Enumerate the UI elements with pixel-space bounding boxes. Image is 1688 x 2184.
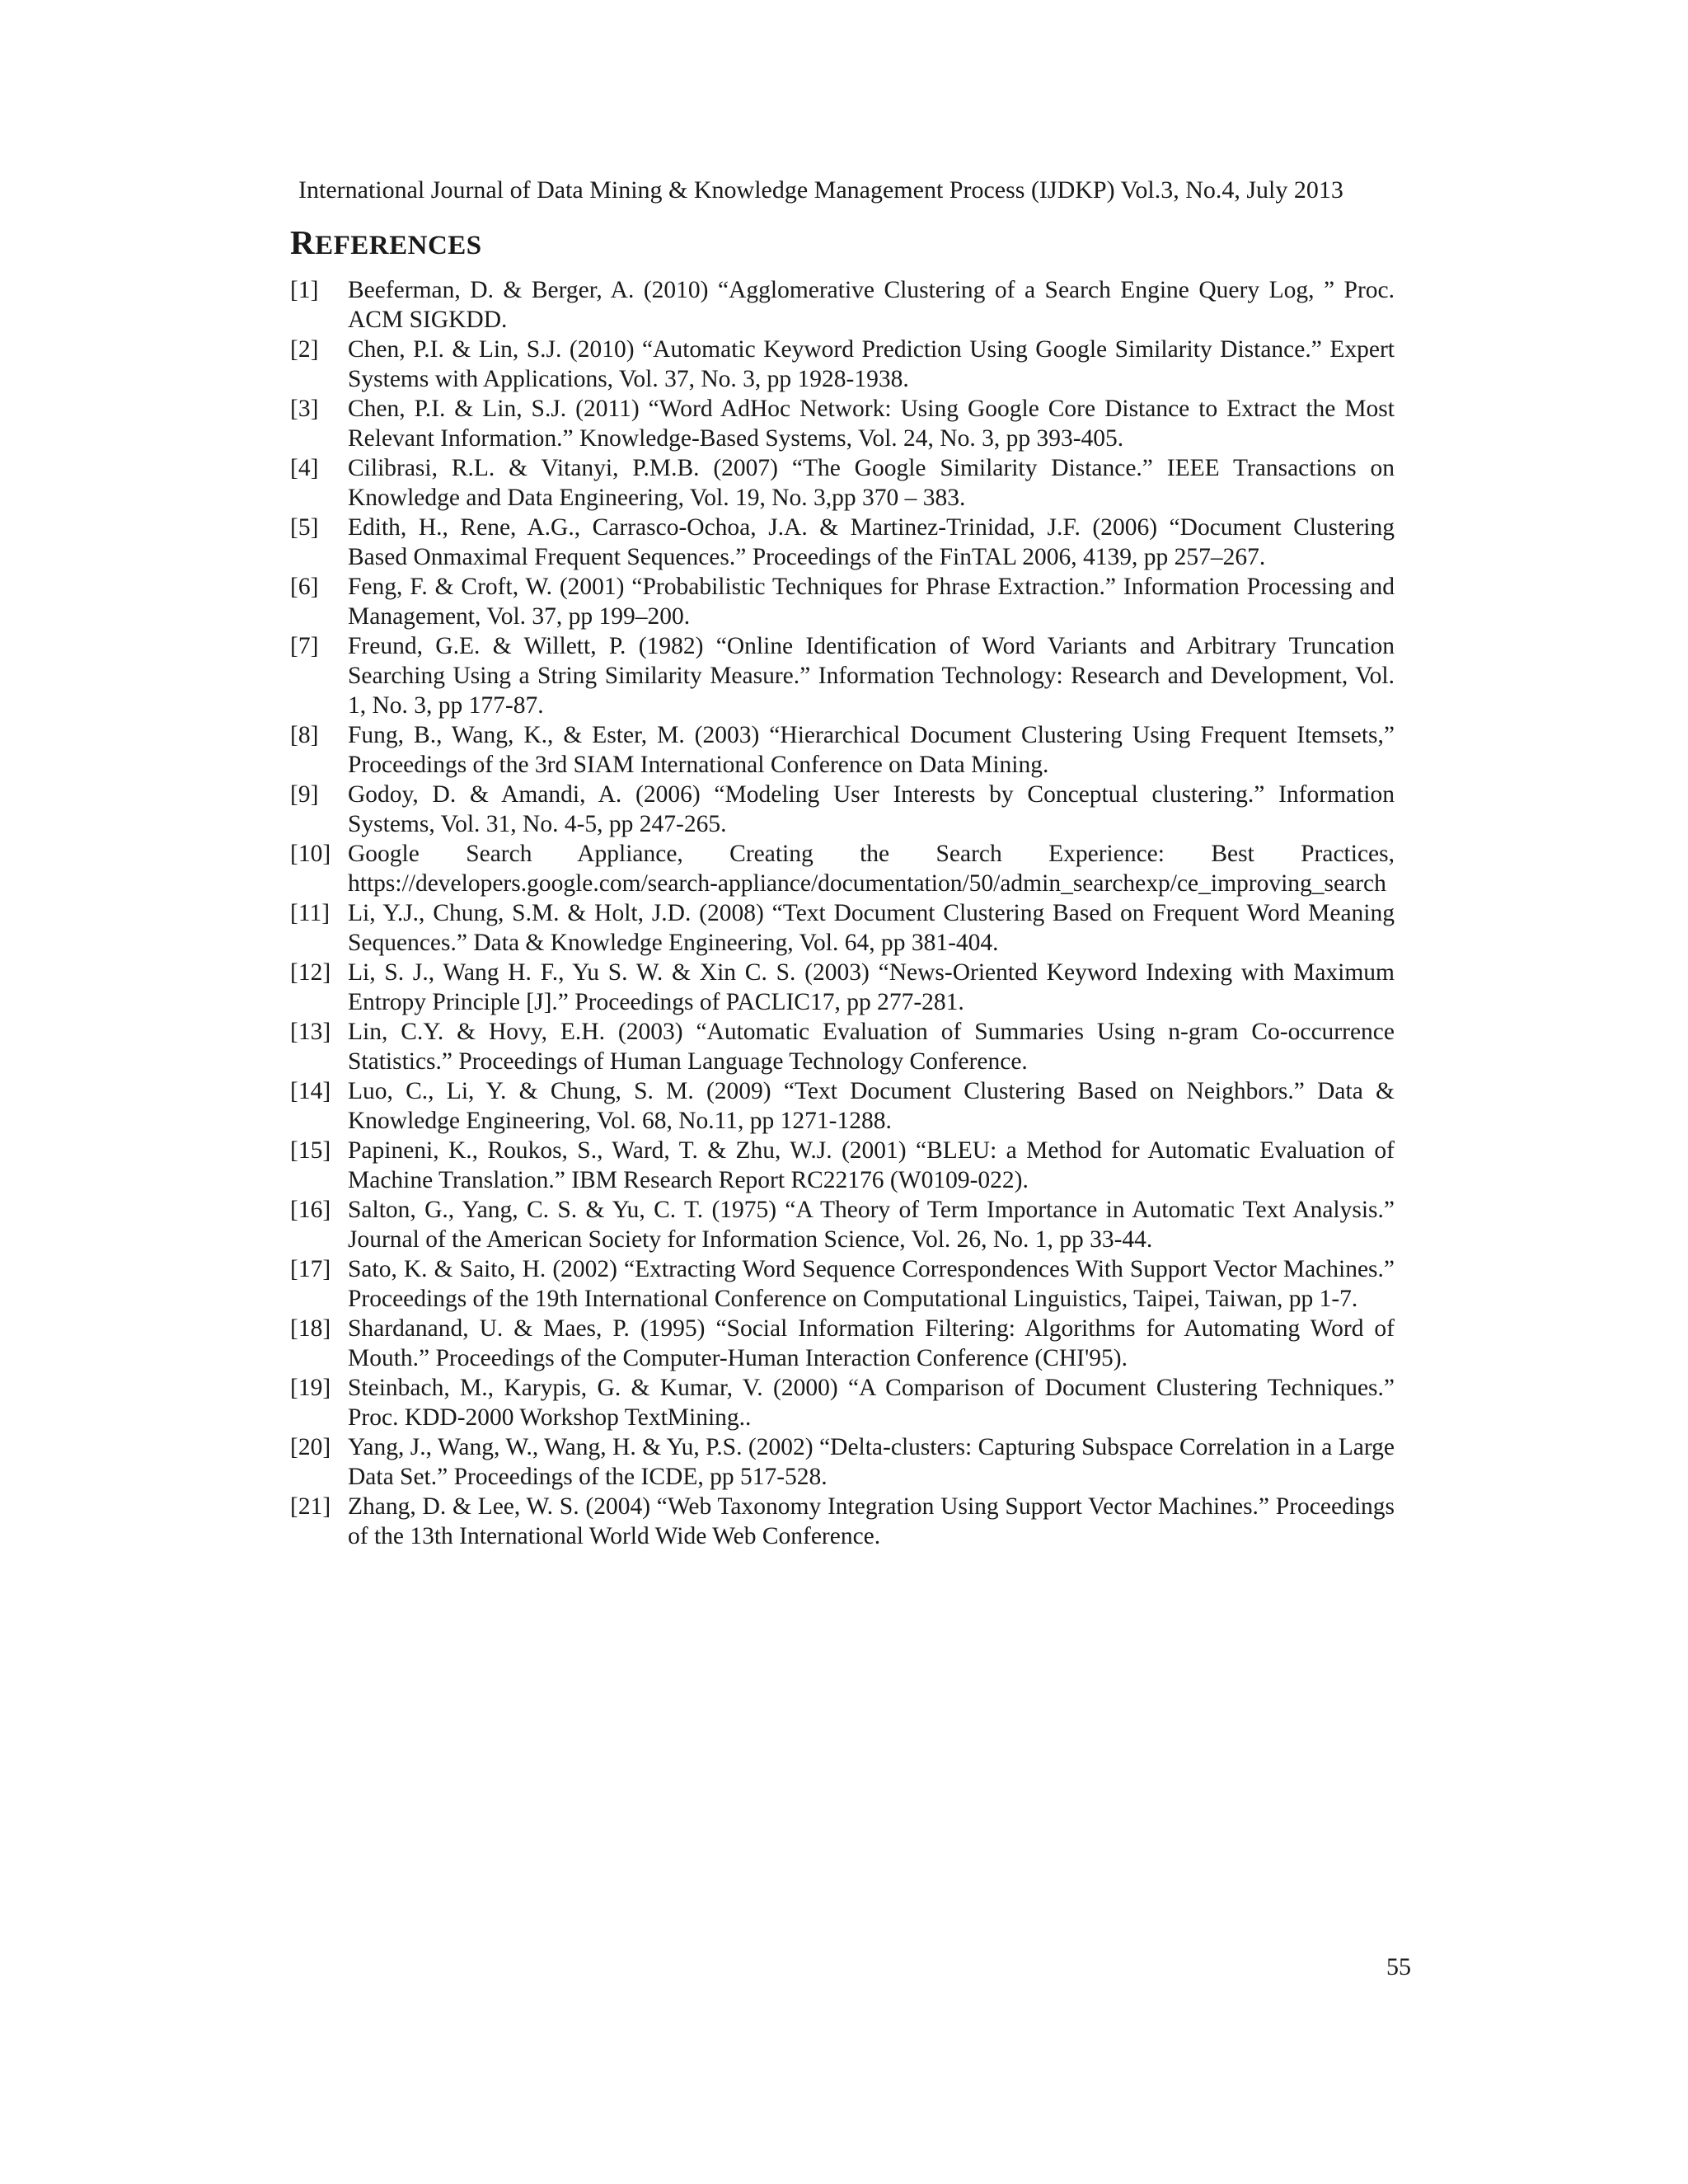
reference-item xyxy=(290,839,1395,898)
reference-text: Freund, G.E. & Willett, P. (1982) “Online Identification of Word Variants and Arbitrary Truncation Searching Using a String Similarity Measure.” Information Technology: Research and Development, Vol. 1, No. 3, pp 177-87. xyxy=(348,633,1395,719)
reference-number: [14] xyxy=(290,1078,331,1104)
reference-item xyxy=(290,453,1395,513)
reference-number: [13] xyxy=(290,1019,331,1045)
reference-list xyxy=(290,275,1395,1551)
reference-number: [5] xyxy=(290,514,319,541)
reference-item xyxy=(290,1314,1395,1373)
reference-item xyxy=(290,631,1395,720)
reference-text: Li, Y.J., Chung, S.M. & Holt, J.D. (2008) “Text Document Clustering Based on Frequent Word Meaning Sequences.” Data & Knowledge Engineering, Vol. 64, pp 381-404. xyxy=(348,900,1395,956)
reference-number: [8] xyxy=(290,722,319,748)
reference-item xyxy=(290,513,1395,572)
reference-item xyxy=(290,275,1395,335)
reference-number: [18] xyxy=(290,1315,331,1342)
reference-text: Lin, C.Y. & Hovy, E.H. (2003) “Automatic Evaluation of Summaries Using n-gram Co-occurrence Statistics.” Proceedings of Human Language Technology Conference. xyxy=(348,1019,1395,1075)
reference-item xyxy=(290,1195,1395,1254)
reference-item xyxy=(290,572,1395,631)
section-heading-references xyxy=(290,221,482,267)
reference-text: Zhang, D. & Lee, W. S. (2004) “Web Taxonomy Integration Using Support Vector Machines.” Proceedings of the 13th International World Wide Web Conference. xyxy=(348,1493,1395,1549)
reference-number: [17] xyxy=(290,1256,331,1282)
reference-number: [2] xyxy=(290,336,319,363)
reference-item xyxy=(290,720,1395,780)
reference-number: [3] xyxy=(290,396,319,422)
reference-text: Li, S. J., Wang H. F., Yu S. W. & Xin C. S. (2003) “News-Oriented Keyword Indexing with Maximum Entropy Principle [J].” Proceedings of PACLIC17, pp 277-281. xyxy=(348,959,1395,1015)
reference-item xyxy=(290,1432,1395,1492)
reference-item xyxy=(290,958,1395,1017)
reference-item xyxy=(290,335,1395,394)
reference-text: Google Search Appliance, Creating the Search Experience: Best Practices, https://developers.google.com/search-appliance/documentation/50/admin_searchexp/ce_improving_search xyxy=(348,841,1395,897)
heading-initial: R xyxy=(290,223,316,261)
reference-text: Sato, K. & Saito, H. (2002) “Extracting Word Sequence Correspondences With Support Vector Machines.” Proceedings of the 19th International Conference on Computational Linguistics, Taipei, Taiwan, pp 1-7. xyxy=(348,1256,1395,1312)
reference-text: Steinbach, M., Karypis, G. & Kumar, V. (2000) “A Comparison of Document Clustering Techniques.” Proc. KDD-2000 Workshop TextMining.. xyxy=(348,1375,1395,1431)
reference-number: [4] xyxy=(290,455,319,481)
reference-text: Yang, J., Wang, W., Wang, H. & Yu, P.S. (2002) “Delta-clusters: Capturing Subspace Correlation in a Large Data Set.” Proceedings of the ICDE, pp 517-528. xyxy=(348,1434,1395,1490)
reference-text: Luo, C., Li, Y. & Chung, S. M. (2009) “Text Document Clustering Based on Neighbors.” Data & Knowledge Engineering, Vol. 68, No.11, pp 1271-1288. xyxy=(348,1078,1395,1134)
reference-item xyxy=(290,1492,1395,1551)
reference-item xyxy=(290,1136,1395,1195)
reference-text: Salton, G., Yang, C. S. & Yu, C. T. (1975) “A Theory of Term Importance in Automatic Text Analysis.” Journal of the American Society for Information Science, Vol. 26, No. 1, pp 33-44. xyxy=(348,1197,1395,1253)
reference-item xyxy=(290,1017,1395,1076)
reference-item xyxy=(290,1373,1395,1432)
reference-number: [20] xyxy=(290,1434,331,1460)
reference-text: Edith, H., Rene, A.G., Carrasco-Ochoa, J.A. & Martinez-Trinidad, J.F. (2006) “Document Clustering Based Onmaximal Frequent Sequences.” Proceedings of the FinTAL 2006, 4139, pp 257–267. xyxy=(348,514,1395,570)
running-header: International Journal of Data Mining & Knowledge Management Process (IJDKP) Vol.3, No.4, July 2013 xyxy=(298,176,1343,204)
reference-text: Beeferman, D. & Berger, A. (2010) “Agglomerative Clustering of a Search Engine Query Log, ” Proc. ACM SIGKDD. xyxy=(348,277,1395,333)
reference-number: [10] xyxy=(290,841,331,867)
reference-item xyxy=(290,1254,1395,1314)
reference-item xyxy=(290,1076,1395,1136)
reference-text: Fung, B., Wang, K., & Ester, M. (2003) “Hierarchical Document Clustering Using Frequent Itemsets,” Proceedings of the 3rd SIAM International Conference on Data Mining. xyxy=(348,722,1395,778)
reference-number: [12] xyxy=(290,959,331,986)
reference-text: Chen, P.I. & Lin, S.J. (2011) “Word AdHoc Network: Using Google Core Distance to Extract the Most Relevant Information.” Knowledge-Based Systems, Vol. 24, No. 3, pp 393-405. xyxy=(348,396,1395,452)
reference-number: [19] xyxy=(290,1375,331,1401)
reference-text: Feng, F. & Croft, W. (2001) “Probabilistic Techniques for Phrase Extraction.” Information Processing and Management, Vol. 37, pp 199–200. xyxy=(348,574,1395,630)
reference-number: [16] xyxy=(290,1197,331,1223)
reference-number: [21] xyxy=(290,1493,331,1520)
reference-text: Cilibrasi, R.L. & Vitanyi, P.M.B. (2007) “The Google Similarity Distance.” IEEE Transactions on Knowledge and Data Engineering, Vol. 19, No. 3,pp 370 – 383. xyxy=(348,455,1395,511)
reference-item xyxy=(290,898,1395,958)
reference-text: Papineni, K., Roukos, S., Ward, T. & Zhu, W.J. (2001) “BLEU: a Method for Automatic Evaluation of Machine Translation.” IBM Research Report RC22176 (W0109-022). xyxy=(348,1137,1395,1193)
reference-number: [7] xyxy=(290,633,319,659)
reference-item xyxy=(290,780,1395,839)
reference-number: [11] xyxy=(290,900,331,926)
reference-number: [1] xyxy=(290,277,319,303)
reference-item xyxy=(290,394,1395,453)
reference-text: Godoy, D. & Amandi, A. (2006) “Modeling User Interests by Conceptual clustering.” Information Systems, Vol. 31, No. 4-5, pp 247-265. xyxy=(348,781,1395,837)
reference-number: [6] xyxy=(290,574,319,600)
reference-number: [15] xyxy=(290,1137,331,1164)
reference-text: Shardanand, U. & Maes, P. (1995) “Social Information Filtering: Algorithms for Automating Word of Mouth.” Proceedings of the Computer-Human Interaction Conference (CHI'95). xyxy=(348,1315,1395,1371)
reference-number: [9] xyxy=(290,781,319,808)
reference-text: Chen, P.I. & Lin, S.J. (2010) “Automatic Keyword Prediction Using Google Similarity Distance.” Expert Systems with Applications, Vol. 37, No. 3, pp 1928-1938. xyxy=(348,336,1395,392)
heading-rest: EFERENCES xyxy=(315,231,482,260)
page-number: 55 xyxy=(1386,1953,1411,1980)
